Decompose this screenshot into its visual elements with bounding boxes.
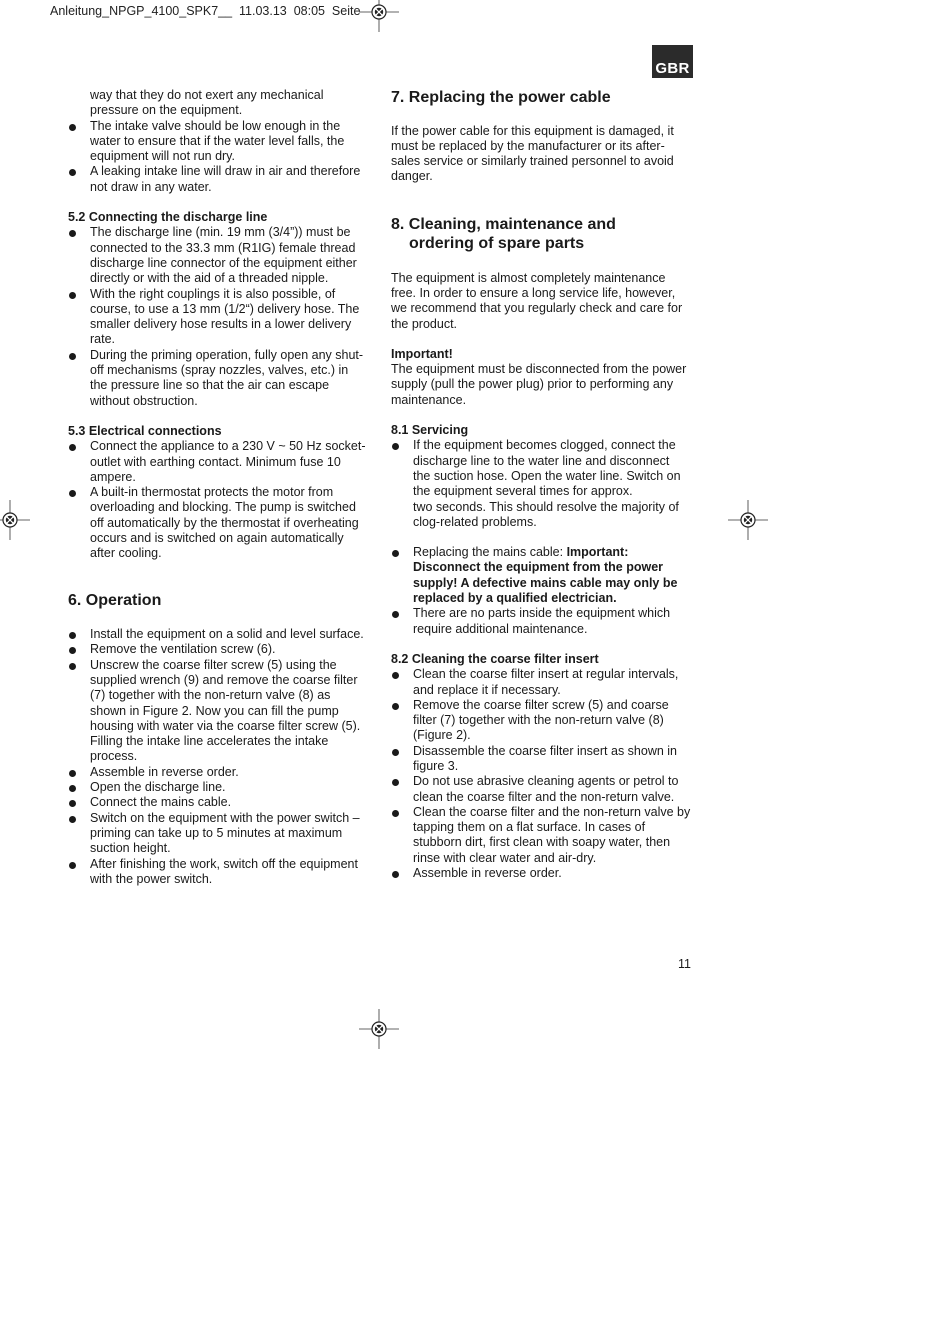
list-item: [68, 642, 368, 657]
text-line: Assemble in reverse order.: [413, 866, 562, 881]
text-line: A leaking intake line will draw in air and therefore: [90, 164, 361, 179]
list-item-text: [90, 485, 368, 561]
bullet-icon: [392, 611, 399, 618]
text-line: process.: [90, 749, 138, 764]
section-8-1-bullets: [391, 438, 696, 637]
continued-text: [68, 88, 368, 119]
list-item: [68, 658, 368, 765]
text-line: The intake valve should be low enough in the: [90, 118, 341, 133]
section-8-2-bullets: [391, 667, 696, 881]
list-item-text: [413, 774, 696, 805]
text-line: If the power cable for this equipment is damaged, it: [391, 123, 674, 138]
text-line: with the power switch.: [90, 871, 213, 886]
registration-mark-bottom: [359, 1009, 399, 1049]
text-line: after cooling.: [90, 546, 162, 561]
bullet-icon: [69, 124, 76, 131]
section-6-title: 6. Operation: [68, 591, 162, 609]
text-line: sales service or similarly trained personnel to avoid: [391, 154, 674, 169]
text-line: A built-in thermostat protects the motor from: [90, 485, 334, 500]
list-item-text: [90, 642, 368, 657]
list-item-text: [90, 119, 368, 165]
text-line: directly or with the aid of a threaded nipple.: [90, 271, 329, 286]
list-item: [391, 805, 696, 866]
text-line: Switch on the equipment with the power switch –: [90, 810, 360, 825]
text-line: off automatically by the thermostat if overheating: [90, 515, 359, 530]
list-item-text: [413, 438, 696, 530]
list-item: [391, 866, 696, 881]
section-5-2-bullets: [68, 225, 368, 409]
text-line: During the priming operation, fully open any shut-: [90, 347, 364, 362]
bullet-icon: [69, 862, 76, 869]
text-line: rinse with clear water and air-dry.: [413, 850, 597, 865]
section-8-title: [391, 215, 696, 254]
list-item-text: [90, 811, 368, 857]
bullet-icon: [69, 292, 76, 299]
text-line: rate.: [90, 332, 116, 347]
section-5-3-bullets: [68, 439, 368, 561]
bullet-icon: [392, 703, 399, 710]
text-line: figure 3.: [413, 759, 459, 773]
text-line: way that they do not exert any mechanical: [90, 88, 324, 102]
list-item: [68, 287, 368, 348]
section-8-1-title: 8.1 Servicing: [391, 423, 469, 438]
bullet-icon: [69, 444, 76, 451]
text-line: smaller delivery hose results in a lower delivery: [90, 317, 352, 332]
section-8-title-line1: 8. Cleaning, maintenance and: [391, 215, 616, 233]
section-8-text: [391, 271, 696, 332]
list-item-text: [90, 225, 368, 286]
section-8-title-line2: ordering of spare parts: [409, 235, 585, 253]
section-5-3-title: 5.3 Electrical connections: [68, 423, 222, 438]
list-item: [68, 225, 368, 286]
text-line: supply (pull the power plug) prior to performing any: [391, 377, 674, 392]
text-line: Connect the appliance to a 230 V ~ 50 Hz socket-: [90, 439, 366, 454]
text-line: The equipment must be disconnected from the power: [391, 362, 687, 377]
text-line: Unscrew the coarse filter screw (5) using the: [90, 657, 337, 672]
list-item: [68, 811, 368, 857]
text-line: Clean the coarse filter insert at regular intervals,: [413, 667, 679, 682]
text-line: maintenance.: [391, 392, 467, 407]
text-line: and replace it if necessary.: [413, 682, 561, 697]
text-line: Filling the intake line accelerates the intake: [90, 734, 329, 749]
text-line: Disassemble the coarse filter insert as shown in: [413, 743, 678, 758]
text-line: The discharge line (min. 19 mm (3/4”)) must be: [90, 225, 351, 240]
text-line: course, to use a 13 mm (1/2“) delivery hose. The: [90, 301, 360, 316]
text-line: Install the equipment on a solid and level surface.: [90, 627, 364, 642]
text-line: suction height.: [90, 841, 171, 856]
text-line: require additional maintenance.: [413, 621, 588, 636]
bullet-icon: [392, 550, 399, 557]
text-line: shown in Figure 2. Now you can fill the pump: [90, 703, 339, 718]
bullet-icon: [392, 871, 399, 878]
print-slug: Anleitung_NPGP_4100_SPK7__ 11.03.13 08:05 Seite: [50, 4, 361, 18]
text-line: supply! A defective mains cable may only be: [413, 575, 678, 590]
language-tab-label: GBR: [655, 60, 690, 77]
bullet-icon: [69, 647, 76, 654]
list-item-text: [90, 439, 368, 485]
list-item: [68, 795, 368, 810]
text-line: housing with water via the coarse filter screw (5).: [90, 718, 361, 733]
important-label: Important!: [391, 346, 453, 361]
registration-mark-right: [728, 500, 768, 540]
text-line: ampere.: [90, 469, 136, 484]
text-line: overloading and blocking. The pump is switched: [90, 500, 356, 515]
text-line: stubborn dirt, first clean with soapy water, then: [413, 835, 671, 850]
text-line: Open the discharge line.: [90, 780, 226, 795]
list-item-text: [90, 287, 368, 348]
registration-mark-top: [359, 0, 399, 32]
bullet-icon: [392, 672, 399, 679]
mains-cable-important: Important:: [566, 545, 629, 560]
list-item: [391, 698, 696, 744]
mains-cable-prefix: Replacing the mains cable:: [413, 545, 567, 560]
text-line: the equipment several times for approx.: [413, 484, 633, 499]
mains-cable-warning: [413, 560, 696, 606]
list-item-text: [90, 164, 368, 195]
section-8-2-title: 8.2 Cleaning the coarse filter insert: [391, 651, 599, 666]
bullet-icon: [69, 230, 76, 237]
list-item-text: [90, 765, 368, 780]
text-line: we recommend that you regularly check and care for: [391, 301, 683, 316]
bullet-icon: [69, 353, 76, 360]
text-line: discharge line to the water line and disconnect: [413, 453, 670, 468]
text-line: off mechanisms (spray nozzles, valves, etc.) in: [90, 363, 349, 378]
text-line: without obstruction.: [90, 393, 198, 408]
text-line: Remove the coarse filter screw (5) and coarse: [413, 697, 669, 712]
text-line: two seconds. This should resolve the majority of: [413, 499, 679, 514]
right-column: [391, 88, 696, 881]
list-item-text: [90, 780, 368, 795]
continued-bullets: [68, 119, 368, 195]
list-item-text: [90, 627, 368, 642]
text-line: clean the coarse filter and the non-return valve.: [413, 789, 675, 804]
text-line: replaced by a qualified electrician.: [413, 591, 617, 606]
list-item-text: [413, 805, 696, 866]
list-item-text: [413, 698, 696, 744]
bullet-icon: [392, 779, 399, 786]
text-line: tapping them on a flat surface. In cases of: [413, 820, 646, 835]
text-line: discharge line connector of the equipment either: [90, 255, 357, 270]
list-item-text: [90, 857, 368, 888]
list-item-text: [413, 667, 696, 698]
section-7-text: [391, 124, 696, 185]
list-item: [391, 774, 696, 805]
list-item-text: [413, 866, 696, 881]
text-line: There are no parts inside the equipment which: [413, 606, 671, 621]
section-6-bullets: [68, 627, 368, 887]
left-column: [68, 88, 368, 887]
text-line: danger.: [391, 169, 433, 184]
page-number: 11: [678, 957, 691, 971]
bullet-icon: [69, 816, 76, 823]
text-line: Remove the ventilation screw (6).: [90, 642, 276, 657]
list-item-text: [90, 795, 368, 810]
text-line: equipment will not run dry.: [90, 149, 235, 164]
text-line: With the right couplings it is also possible, of: [90, 286, 336, 301]
list-item: [68, 485, 368, 561]
list-item-text: [413, 744, 696, 775]
list-item-text: [90, 348, 368, 409]
text-line: not draw in any water.: [90, 179, 212, 194]
list-item: [68, 765, 368, 780]
text-line: water to ensure that if the water level falls, the: [90, 133, 345, 148]
text-line: priming can take up to 5 minutes at maximum: [90, 825, 343, 840]
text-line: Clean the coarse filter and the non-return valve by: [413, 804, 691, 819]
list-item: [68, 119, 368, 165]
text-line: Do not use abrasive cleaning agents or petrol to: [413, 774, 679, 789]
text-line: connected to the 33.3 mm (R1IG) female thread: [90, 240, 356, 255]
list-item: [68, 348, 368, 409]
list-item: [68, 857, 368, 888]
list-item: [391, 545, 696, 606]
list-item-text: [413, 545, 696, 606]
text-line: pressure on the equipment.: [90, 103, 243, 118]
text-line: occurs and is switched on again automatically: [90, 531, 344, 546]
list-item: [68, 780, 368, 795]
list-item: [68, 439, 368, 485]
registration-mark-left: [0, 500, 30, 540]
text-line: free. In order to ensure a long service life, however,: [391, 285, 676, 300]
text-line: (7) together with the non-return valve (8) as: [90, 688, 331, 703]
list-item: [391, 606, 696, 637]
bullet-icon: [69, 663, 76, 670]
list-item-text: [90, 658, 368, 765]
text-line: outlet with earthing contact. Minimum fuse 10: [90, 454, 341, 469]
important-text: [391, 362, 696, 408]
text-line: (Figure 2).: [413, 728, 471, 743]
bullet-icon: [69, 800, 76, 807]
list-item: [391, 438, 696, 530]
list-item: [391, 667, 696, 698]
bullet-icon: [392, 443, 399, 450]
text-line: After finishing the work, switch off the equipment: [90, 856, 358, 871]
text-line: the pressure line so that the air can escape: [90, 378, 330, 393]
text-line: the product.: [391, 316, 458, 331]
text-line: supplied wrench (9) and remove the coarse filter: [90, 673, 358, 687]
section-5-2-title: 5.2 Connecting the discharge line: [68, 210, 268, 225]
bullet-icon: [69, 490, 76, 497]
text-line: Assemble in reverse order.: [90, 764, 239, 779]
text-line: must be replaced by the manufacturer or its after-: [391, 138, 665, 153]
language-tab: [652, 45, 693, 78]
bullet-icon: [69, 785, 76, 792]
bullet-icon: [69, 770, 76, 777]
list-item-text: [413, 606, 696, 637]
text-line: clog-related problems.: [413, 514, 537, 529]
bullet-icon: [69, 169, 76, 176]
list-item: [68, 627, 368, 642]
text-line: The equipment is almost completely maintenance: [391, 270, 666, 285]
text-line: filter (7) together with the non-return valve (8): [413, 713, 664, 728]
list-item: [391, 744, 696, 775]
text-line: the suction hose. Open the water line. Switch on: [413, 468, 681, 483]
text-line: Disconnect the equipment from the power: [413, 560, 664, 575]
bullet-icon: [392, 749, 399, 756]
bullet-icon: [69, 632, 76, 639]
text-line: Connect the mains cable.: [90, 795, 232, 810]
text-line: If the equipment becomes clogged, connect the: [413, 438, 676, 453]
section-7-title: 7. Replacing the power cable: [391, 89, 611, 106]
list-item: [68, 164, 368, 195]
bullet-icon: [392, 810, 399, 817]
